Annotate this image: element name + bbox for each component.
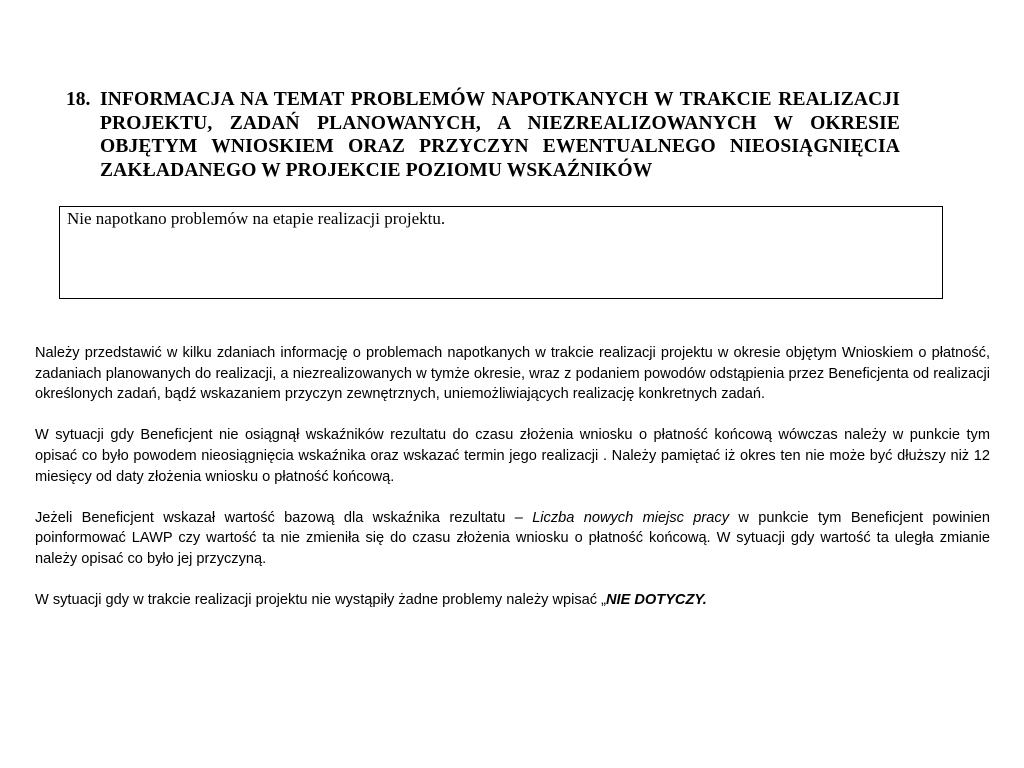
indicator-name: Liczba nowych miejsc pracy [532, 509, 729, 526]
instruction-3-text-before: Jeżeli Beneficjent wskazał wartość bazową dla wskaźnika rezultatu – [35, 509, 533, 526]
instructions [35, 343, 990, 631]
instruction-3-text-after: w punkcie tym Beneficjent powinien poinformować LAWP czy wartość ta nie zmieniła się do czasu złożenia wniosku o płatność końcową. W sytuacji gdy wartość ta uległa zmianie należy opisać co było jej przyczyną. [35, 509, 990, 567]
instruction-paragraph-2: W sytuacji gdy Beneficjent nie osiągnął wskaźników rezultatu do czasu złożenia wniosku o płatność końcową wówczas należy w punkcie tym opisać co było powodem nieosiągnięcia wskaźnika oraz wskazać termin jego realizacji . Należy pamiętać iż okres ten nie może być dłuższy niż 12 miesięcy od daty złożenia wniosku o płatność końcową. [35, 427, 990, 485]
instruction-paragraph-4 [35, 590, 990, 611]
answer-box[interactable] [59, 206, 943, 299]
instruction-4-text: W sytuacji gdy w trakcie realizacji projektu nie wystąpiły żadne problemy należy wpisać „ [35, 592, 607, 609]
answer-text: Nie napotkano problemów na etapie realizacji projektu. [67, 209, 446, 228]
instruction-paragraph-3 [35, 508, 990, 570]
section-number: 18. [66, 89, 91, 110]
section-title: INFORMACJA NA TEMAT PROBLEMÓW NAPOTKANYCH W TRAKCIE REALIZACJI PROJEKTU, ZADAŃ PLANOWANYCH, A NIEZREALIZOWANYCH W OKRESIE OBJĘTYM WNIOSKIEM ORAZ PRZYCZYN EWENTUALNEGO NIEOSIĄGNIĘCIA ZAKŁADANEGO W PROJEKCIE POZIOMU WSKAŹNIKÓW [100, 89, 900, 181]
section-heading [66, 88, 900, 182]
instruction-paragraph-1: Należy przedstawić w kilku zdaniach informację o problemach napotkanych w trakcie realizacji projektu w okresie objętym Wnioskiem o płatność, zadaniach planowanych do realizacji, a niezrealizowanych w tymże okresie, wraz z podaniem powodów odstąpienia przez Beneficjenta od realizacji określonych zadań, bądź wskazaniem przyczyn zewnętrznych, uniemożliwiających realizację konkretnych zadań. [35, 345, 990, 403]
not-applicable-label: NIE DOTYCZY. [606, 592, 707, 609]
